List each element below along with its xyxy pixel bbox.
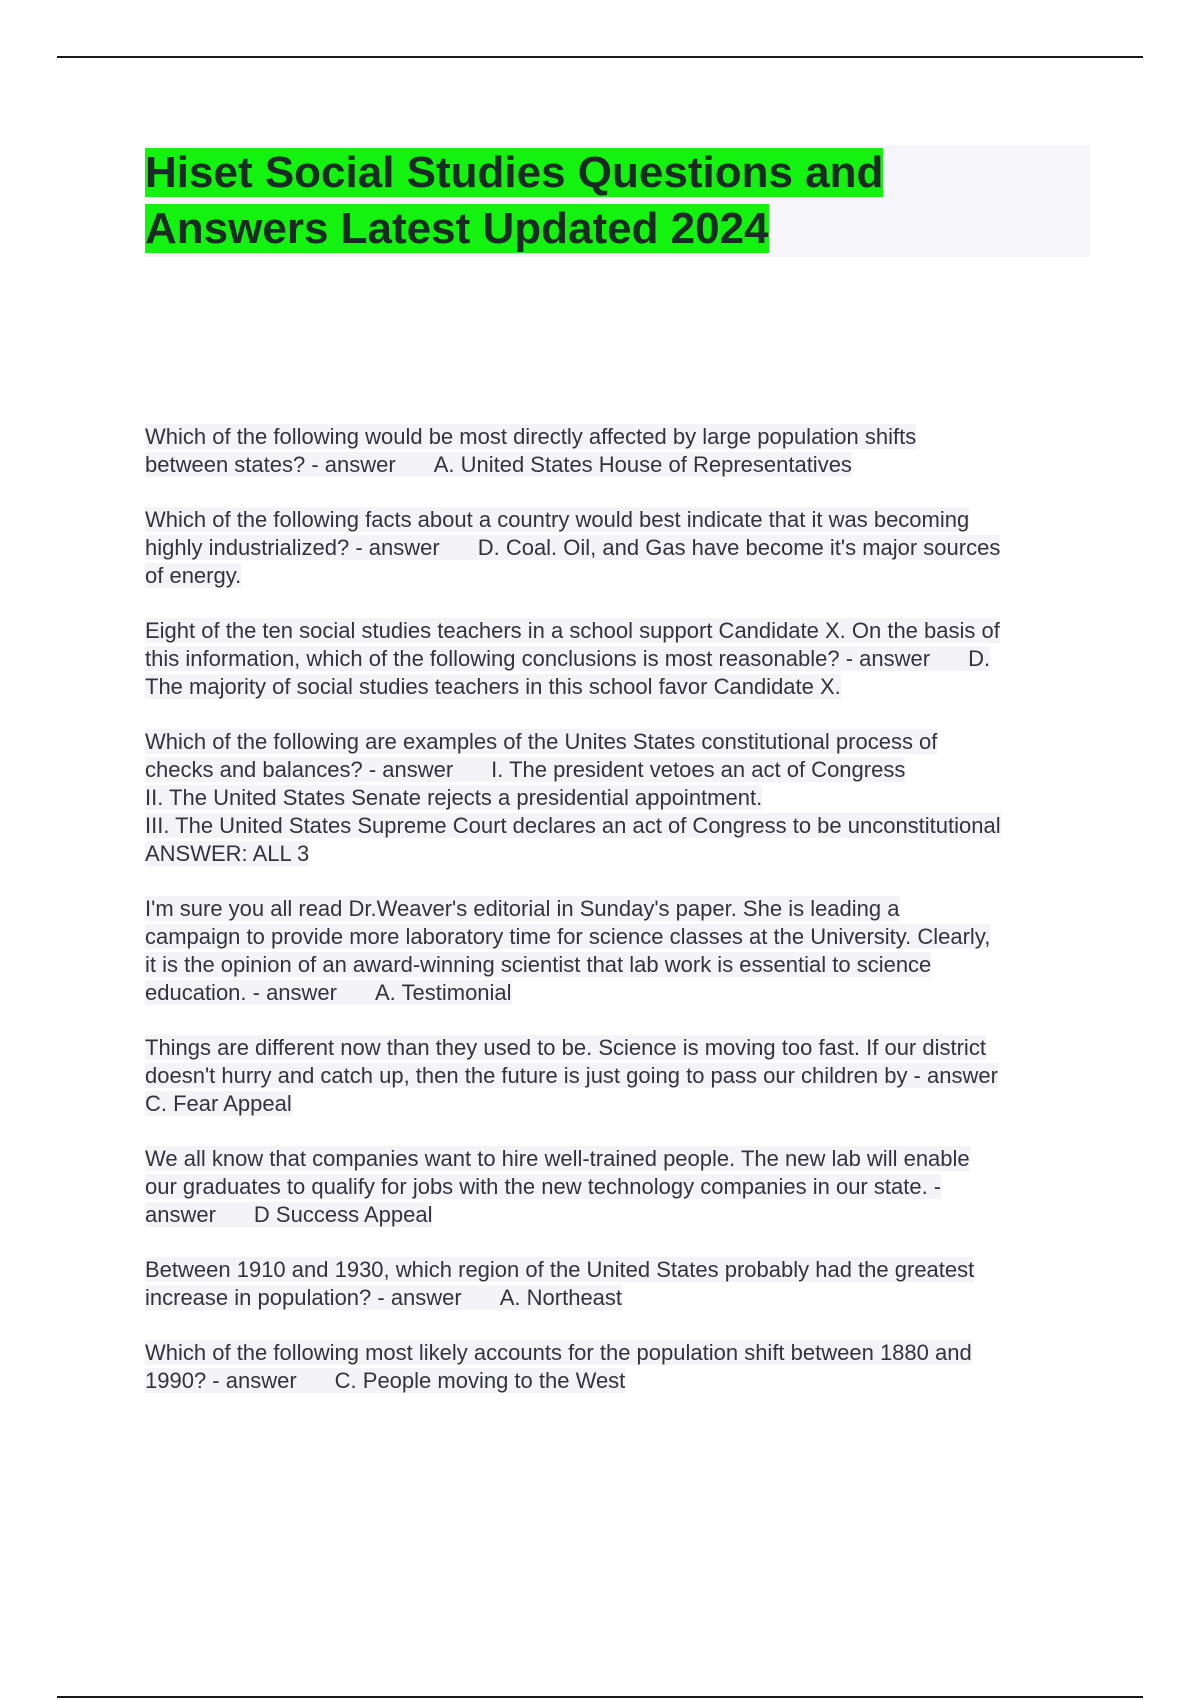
- answer-text: III. The United States Supreme Court declares an act of Congress to be unconstitutional: [145, 813, 1001, 838]
- question-text: increase in population? - answer: [145, 1285, 462, 1310]
- qa-item: [145, 1339, 1090, 1395]
- answer-text: The majority of social studies teachers in this school favor Candidate X.: [145, 674, 841, 699]
- answer-text: A. Testimonial: [375, 980, 512, 1005]
- answer-text: A. Northeast: [499, 1285, 623, 1310]
- question-text: Which of the following most likely accounts for the population shift between 1880 and: [145, 1340, 972, 1365]
- answer-text: D.: [968, 646, 991, 671]
- question-text: Which of the following are examples of the Unites States constitutional process of: [145, 729, 938, 754]
- answer-text: of energy.: [145, 563, 242, 588]
- document-body: [145, 145, 1090, 1422]
- title-line-2: Answers Latest Updated 2024: [145, 204, 769, 253]
- question-text: campaign to provide more laboratory time for science classes at the University. Clearly,: [145, 924, 991, 949]
- title-line-1: Hiset Social Studies Questions and: [145, 148, 884, 197]
- qa-list: [145, 423, 1090, 1395]
- qa-item: [145, 1256, 1090, 1312]
- answer-text: I. The president vetoes an act of Congress: [491, 757, 906, 782]
- question-text: our graduates to qualify for jobs with the new technology companies in our state. -: [145, 1174, 942, 1199]
- answer-text: C. Fear Appeal: [145, 1091, 292, 1116]
- qa-item: [145, 1034, 1090, 1118]
- question-text: between states? - answer: [145, 452, 396, 477]
- question-text: We all know that companies want to hire well-trained people. The new lab will enable: [145, 1146, 970, 1171]
- qa-item: [145, 1145, 1090, 1229]
- question-text: it is the opinion of an award-winning scientist that lab work is essential to science: [145, 952, 932, 977]
- title-block: [145, 145, 1090, 257]
- qa-item: [145, 895, 1090, 1007]
- qa-item: [145, 506, 1090, 590]
- answer-text: D. Coal. Oil, and Gas have become it's major sources: [477, 535, 1001, 560]
- qa-item: [145, 617, 1090, 701]
- question-text: Which of the following would be most directly affected by large population shifts: [145, 424, 917, 449]
- question-text: Eight of the ten social studies teachers in a school support Candidate X. On the basis of: [145, 618, 1000, 643]
- answer-text: A. United States House of Representatives: [433, 452, 852, 477]
- answer-text: D Success Appeal: [253, 1202, 433, 1227]
- answer-text: C. People moving to the West: [334, 1368, 626, 1393]
- question-text: Which of the following facts about a country would best indicate that it was becoming: [145, 507, 970, 532]
- question-text: this information, which of the following conclusions is most reasonable? - answer: [145, 646, 931, 671]
- page-title: [145, 145, 1090, 257]
- qa-item: [145, 728, 1090, 868]
- question-text: 1990? - answer: [145, 1368, 297, 1393]
- top-rule: [57, 56, 1143, 58]
- qa-item: [145, 423, 1090, 479]
- question-text: education. - answer: [145, 980, 337, 1005]
- answer-text: ANSWER: ALL 3: [145, 841, 310, 866]
- answer-text: II. The United States Senate rejects a presidential appointment.: [145, 785, 763, 810]
- question-text: answer: [145, 1202, 216, 1227]
- question-text: doesn't hurry and catch up, then the future is just going to pass our children by - answer: [145, 1063, 998, 1088]
- question-text: I'm sure you all read Dr.Weaver's editorial in Sunday's paper. She is leading a: [145, 896, 900, 921]
- question-text: highly industrialized? - answer: [145, 535, 440, 560]
- bottom-rule: [57, 1696, 1143, 1698]
- question-text: checks and balances? - answer: [145, 757, 454, 782]
- question-text: Between 1910 and 1930, which region of the United States probably had the greatest: [145, 1257, 975, 1282]
- question-text: Things are different now than they used to be. Science is moving too fast. If our district: [145, 1035, 986, 1060]
